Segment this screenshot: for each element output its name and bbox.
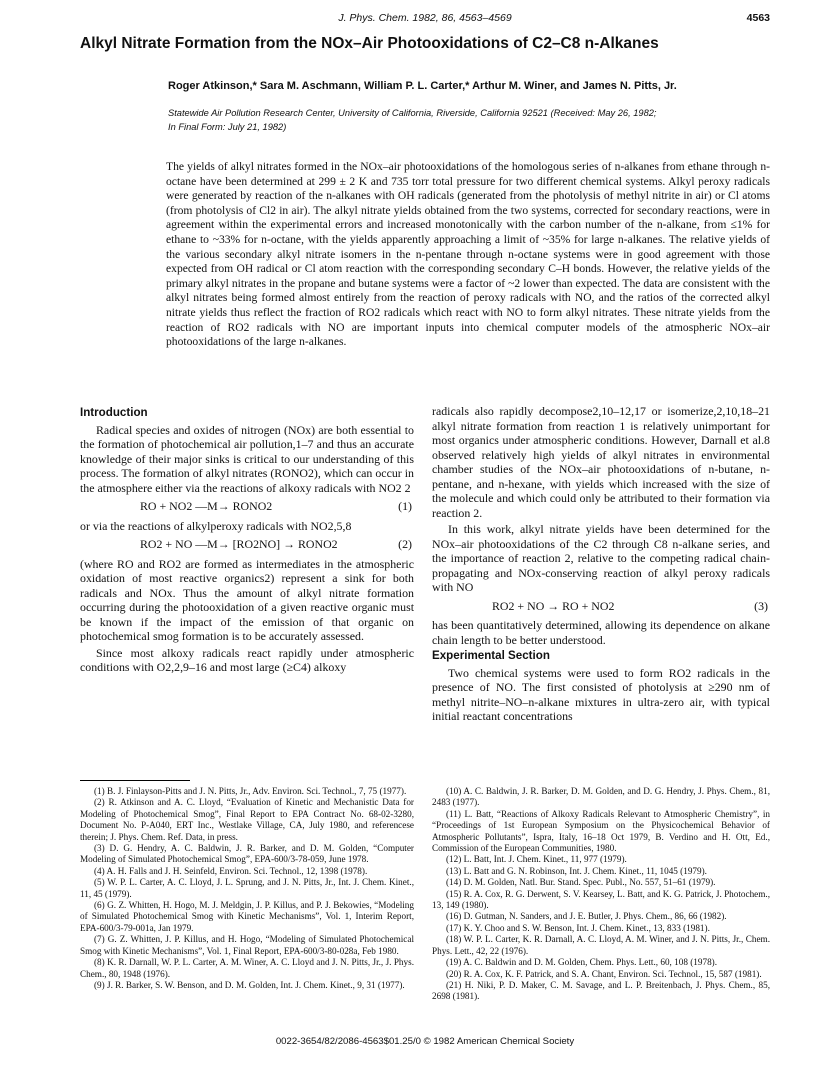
footnote: (19) A. C. Baldwin and D. M. Golden, Chem. Phys. Lett., 60, 108 (1978). <box>446 957 718 968</box>
footnotes-right <box>432 786 770 1003</box>
paragraph: Two chemical systems were used to form RO2 radicals in the presence of NO. The first consisted of photolysis at ≥290 nm of methyl nitrite–NO–n-alkane mixtures in ultra-zero air, with typical initial reactant concentrations <box>432 665 770 723</box>
article-title: Alkyl Nitrate Formation from the NOx–Air Photooxidations of C2–C8 n-Alkanes <box>80 35 659 52</box>
footnote: (13) L. Batt and G. N. Robinson, Int. J. Chem. Kinet., 11, 1045 (1979). <box>446 865 707 876</box>
right-column <box>432 404 770 726</box>
paragraph: has been quantitatively determined, allowing its dependence on alkane chain length to be better understood. <box>432 618 770 647</box>
equation-number: (1) <box>398 499 412 513</box>
footnotes-left <box>80 786 414 991</box>
running-header <box>80 12 770 28</box>
footnote: (6) G. Z. Whitten, H. Hogo, M. J. Meldgin, J. P. Killus, and P. J. Bekowies, “Modeling of Simulated Photochemical Smog with Kinetic Mechanisms”, Vol. 1, Interim Report, EPA-600/3-79-001a, Jan 1979. <box>80 900 414 933</box>
equation-1 <box>80 499 414 514</box>
footnote: (1) B. J. Finlayson-Pitts and J. N. Pitts, Jr., Adv. Environ. Sci. Technol., 7, 75 (1977). <box>94 786 407 796</box>
footnote: (10) A. C. Baldwin, J. R. Barker, D. M. Golden, and D. G. Hendry, J. Phys. Chem., 81, 2483 (1977). <box>432 786 770 808</box>
equation-2 <box>80 537 414 552</box>
footnote: (18) W. P. L. Carter, K. R. Darnall, A. C. Lloyd, A. M. Winer, and J. N. Pitts, Jr., Chem. Phys. Lett., 42, 22 (1976). <box>432 934 770 956</box>
paragraph: Radical species and oxides of nitrogen (NOx) are both essential to the formation of photochemical air pollution,1–7 and thus an accurate knowledge of their major sinks is critical to our understanding of this process. The formation of alkyl nitrates (RONO2), which can occur in the atmosphere either via the reactions of alkoxy radicals with NO2 2 <box>80 422 414 495</box>
author-list: Roger Atkinson,* Sara M. Aschmann, William P. L. Carter,* Arthur M. Winer, and James N. Pitts, Jr. <box>168 80 677 92</box>
paragraph: or via the reactions of alkylperoxy radicals with NO2,5,8 <box>80 518 352 533</box>
equation-text: RO2 + NO → RO + NO2 <box>492 598 615 613</box>
footnote: (16) D. Gutman, N. Sanders, and J. E. Butler, J. Phys. Chem., 86, 66 (1982). <box>446 911 727 922</box>
footnote: (14) D. M. Golden, Natl. Bur. Stand. Spec. Publ., No. 557, 51–61 (1979). <box>446 877 716 888</box>
footnote: (15) R. A. Cox, R. G. Derwent, S. V. Kearsey, L. Batt, and K. G. Patrick, J. Photochem., 13, 149 (1980). <box>432 888 770 911</box>
paragraph: Since most alkoxy radicals react rapidly under atmospheric conditions with O2,2,9–16 and most large (≥C4) alkoxy <box>80 645 414 674</box>
paragraph: (where RO and RO2 are formed as intermediates in the atmospheric oxidation of most reactive organics2) represent a sink for both radicals and NOx. Thus the amount of alkyl nitrate formation occurring during the photooxidation of a given reactive organic must be known if the impact of the emission of that organic on photochemical smog formation is to be accurately assessed. <box>80 556 414 643</box>
equation-text: RO + NO2 —M→ RONO2 <box>140 499 273 513</box>
left-column <box>80 404 414 677</box>
section-heading-experimental: Experimental Section <box>432 649 550 662</box>
footnote: (4) A. H. Falls and J. H. Seinfeld, Environ. Sci. Technol., 12, 1398 (1978). <box>94 865 368 876</box>
footnote-rule <box>80 780 190 781</box>
section-heading-introduction: Introduction <box>80 406 148 419</box>
abstract <box>166 160 770 350</box>
equation-number: (2) <box>398 537 412 551</box>
footnote: (7) G. Z. Whitten, J. P. Killus, and H. Hogo, “Modeling of Simulated Photochemical Smog with Kinetic Mechanisms”, Vol. 1, Final Report, EPA-600/3-80-028a, Feb 1980. <box>80 934 414 956</box>
affiliation-line: Statewide Air Pollution Research Center, University of California, Riverside, California 92521 (Received: May 26, 1982; <box>168 108 657 118</box>
footnote: (21) H. Niki, P. D. Maker, C. M. Savage, and L. P. Breitenbach, J. Phys. Chem., 85, 2698 (1981). <box>432 979 770 1002</box>
footnote: (8) K. R. Darnall, W. P. L. Carter, A. M. Winer, A. C. Lloyd and J. N. Pitts, Jr., J. Phys. Chem., 80, 1948 (1976). <box>80 957 414 979</box>
journal-citation: J. Phys. Chem. 1982, 86, 4563–4569 <box>338 12 512 24</box>
paragraph: In this work, alkyl nitrate yields have been determined for the NOx–air photooxidations of the C2 through C8 n-alkane series, and the importance of reaction 2, relative to the competing radical chain-propagating and NOx-conserving reaction of alkyl peroxy radicals with NO <box>432 522 770 594</box>
equation-text: RO2 + NO —M→ [RO2NO] → RONO2 <box>140 537 338 551</box>
paragraph: radicals also rapidly decompose2,10–12,17 or isomerize,2,10,18–21 alkyl nitrate formation from reaction 1 is relatively unimportant for most organics under atmospheric conditions. However, Darnall et al.8 observed relatively high yields of alkyl nitrates in environmental chamber studies of the NOx–air photooxidations of n-butane, n-pentane, and n-hexane, with yields which increased with the size of the molecule and which could only be attributed to their formation via reaction 2. <box>432 404 770 520</box>
equation-3 <box>432 599 770 614</box>
abstract-text: The yields of alkyl nitrates formed in the NOx–air photooxidations of the homologous series of n-alkanes from ethane through n-octane have been determined at 299 ± 2 K and 735 torr total pressure for two different chemical systems. Alkyl peroxy radicals were generated by reaction of the n-alkanes with OH radicals (generated from the photolysis of methyl nitrite in air) or Cl atoms (from photolysis of Cl2 in air). The alkyl nitrate yields obtained from the two systems, corrected for secondary reactions, were in agreement within the experimental errors and increased monotonically with the carbon number of the n-alkane, from ≤1% for ethane to ~33% for n-octane, with the yields apparently approaching a limit of ~35% for large n-alkanes. The relative yields of the various secondary alkyl nitrate isomers in the n-pentane through n-octane systems were in good agreement with those expected from OH radical or Cl atom reaction with the corresponding secondary C–H bonds. However, the relative yields of the primary alkyl nitrates in the propane and butane systems were a factor of ~2 lower than expected. The data are consistent with the alkyl nitrates being formed almost entirely from the reaction of peroxy radicals with NO, and the ratios of the corrected alkyl nitrate yields thus reflect the fraction of RO2 radicals which react with NO to form alkyl nitrates. These nitrate yields from the reaction of RO2 radicals with NO are important inputs into chemical computer models of the atmospheric NOx–air photooxidations of the large n-alkanes. <box>166 160 770 349</box>
footnote: (20) R. A. Cox, K. F. Patrick, and S. A. Chant, Environ. Sci. Technol., 15, 587 (1981). <box>446 968 762 979</box>
footnote: (5) W. P. L. Carter, A. C. Lloyd, J. L. Sprung, and J. N. Pitts, Jr., Int. J. Chem. Kinet., 11, 45 (1979). <box>80 877 414 899</box>
footnote: (2) R. Atkinson and A. C. Lloyd, “Evaluation of Kinetic and Mechanistic Data for Modeling of Photochemical Smog”, Final Report to EPA Contract No. 68-02-3280, Document No. P-A040, ERT Inc., Westlake Village, CA, July 1980, and referencese therein; J. Phys. Chem. Ref. Data, in press. <box>80 797 414 842</box>
footnote: (11) L. Batt, “Reactions of Alkoxy Radicals Relevant to Atmospheric Chemistry”, in “Proceedings of 1st European Symposium on the Physicochemical Behavior of Atmospheric Pollutants”, Ispra, Italy, 16–18 Oct 1979, B. Verdino and H. Ott, Ed., Commission of the European Communities, 1980. <box>432 808 770 854</box>
footnote: (3) D. G. Hendry, A. C. Baldwin, J. R. Barker, and D. M. Golden, “Computer Modeling of Simulated Photochemical Smog”, EPA-600/3-78-059, June 1978. <box>80 843 414 865</box>
affiliation <box>168 106 768 134</box>
footnote: (17) K. Y. Choo and S. W. Benson, Int. J. Chem. Kinet., 13, 833 (1981). <box>446 922 710 933</box>
page-footer: 0022-3654/82/2086-4563$01.25/0 © 1982 American Chemical Society <box>275 1036 575 1047</box>
equation-number: (3) <box>754 598 768 613</box>
footnote: (12) L. Batt, Int. J. Chem. Kinet., 11, 977 (1979). <box>446 854 627 865</box>
affiliation-line: In Final Form: July 21, 1982) <box>168 122 287 132</box>
footnote: (9) J. R. Barker, S. W. Benson, and D. M. Golden, Int. J. Chem. Kinet., 9, 31 (1977). <box>94 979 405 990</box>
page-number: 4563 <box>746 12 770 24</box>
